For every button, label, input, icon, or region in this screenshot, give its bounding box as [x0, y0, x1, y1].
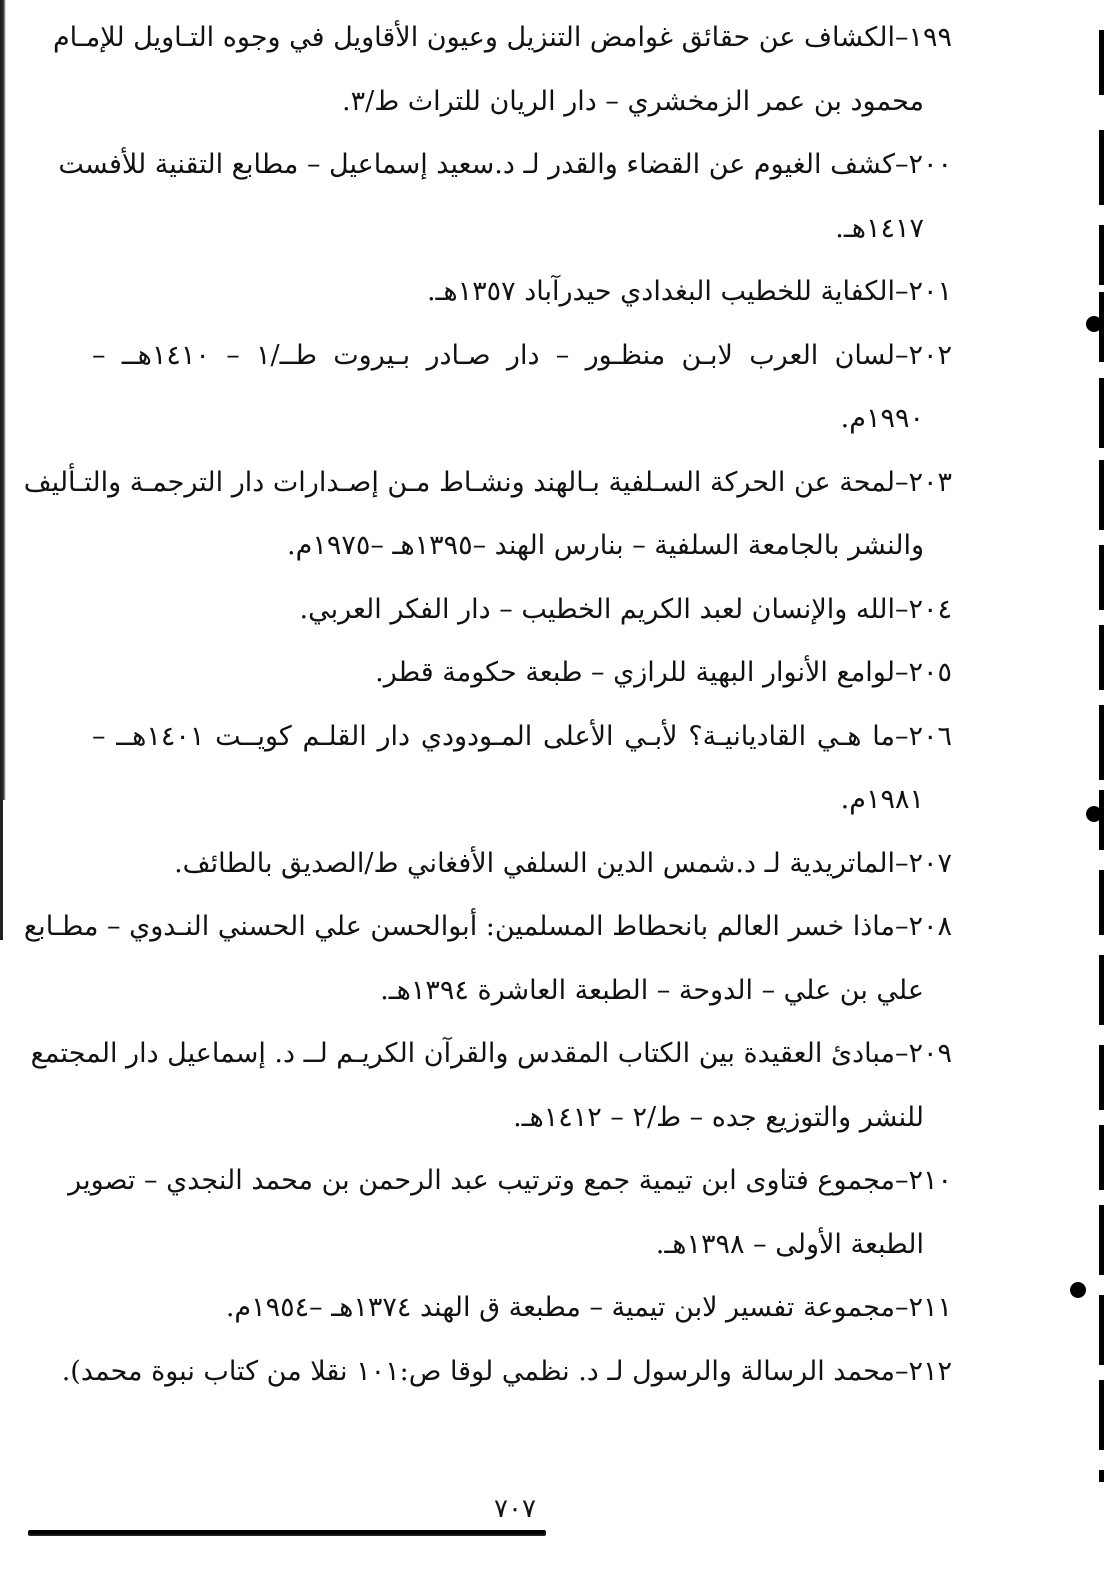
- reference-line: والنشر بالجامعة السلفية – بنارس الهند –١٣٩٥هـ –١٩٧٥م.: [287, 530, 924, 561]
- reference-line: ٢٠٣–لمحة عن الحركة السـلفية بـالهند ونشـاط مـن إصـدارات دار الترجمـة والتـأليف: [23, 466, 952, 498]
- margin-rule: [1099, 955, 1104, 1025]
- binding-edge: [0, 0, 6, 800]
- binding-edge-lower: [0, 800, 3, 940]
- reference-line: ١٩٨١م.: [840, 784, 924, 815]
- margin-dot: [1086, 316, 1102, 332]
- reference-line: ١٩٩–الكشاف عن حقائق غوامض التنزيل وعيون الأقاويل في وجوه التـاويل للإمـام: [52, 22, 952, 53]
- margin-rule: [1099, 625, 1104, 690]
- margin-rule: [1099, 225, 1104, 285]
- reference-line: ٢٠٥–لوامع الأنوار البهية للرازي – طبعة حكومة قطر.: [375, 657, 952, 688]
- reference-line: علي بن علي – الدوحة – الطبعة العاشرة ١٣٩٤هـ.: [380, 974, 924, 1006]
- reference-line: ٢٠١–الكفاية للخطيب البغدادي حيدرآباد ١٣٥٧هـ.: [426, 276, 952, 307]
- margin-marks: [1072, 0, 1112, 1585]
- reference-line: ١٩٩٠م.: [840, 403, 924, 434]
- reference-line: ٢٠٨–ماذا خسر العالم بانحطاط المسلمين: أبوالحسن علي الحسني النـدوي – مطـابع: [23, 911, 952, 942]
- reference-line: للنشر والتوزيع جده – ط/٢ – ١٤١٢هـ.: [513, 1101, 924, 1133]
- margin-rule: [1099, 130, 1104, 205]
- reference-line: ٢٠٢–لسان العرب لابـن منظـور – دار صـادر بـيروت طــ/١ – ١٤١٠هــ –: [92, 339, 952, 371]
- margin-rule: [1099, 1125, 1104, 1190]
- reference-line: ٢٠٧–الماتريدية لـ د.شمس الدين السلفي الأفغاني ط/الصديق بالطائف.: [174, 847, 952, 879]
- margin-rule: [1099, 790, 1104, 850]
- references-list: [23, 6, 952, 1403]
- reference-line: ٢١٢–محمد الرسالة والرسول لـ د. نظمي لوقا ص:١٠١ نقلا من كتاب نبوة محمد).: [61, 1355, 952, 1387]
- footer-rule: [28, 1530, 546, 1536]
- margin-rule: [1099, 1470, 1104, 1482]
- reference-line: ٢٠٠–كشف الغيوم عن القضاء والقدر لـ د.سعيد إسماعيل – مطابع التقنية للأفست: [58, 149, 952, 180]
- reference-line: ٢٠٩–مبادئ العقيدة بين الكتاب المقدس والقرآن الكريـم لــ د. إسماعيل دار المجتمع: [30, 1038, 952, 1069]
- page-number: ٧٠٧: [494, 1494, 536, 1524]
- margin-rule: [1099, 378, 1104, 448]
- reference-line: ١٤١٧هـ.: [835, 212, 924, 244]
- margin-rule: [1099, 1295, 1104, 1365]
- margin-rule: [1099, 1045, 1104, 1110]
- margin-rule: [1099, 870, 1104, 935]
- reference-line: ٢٠٤–الله والإنسان لعبد الكريم الخطيب – دار الفكر العربي.: [299, 593, 952, 625]
- margin-rule: [1099, 1205, 1104, 1275]
- margin-dot: [1070, 1282, 1086, 1298]
- margin-rule: [1099, 30, 1104, 95]
- margin-rule: [1099, 460, 1104, 530]
- reference-line: ٢١١–مجموعة تفسير لابن تيمية – مطبعة ق الهند ١٣٧٤هـ –١٩٥٤م.: [225, 1292, 952, 1323]
- reference-line: ٢١٠–مجموع فتاوى ابن تيمية جمع وترتيب عبد الرحمن بن محمد النجدي – تصوير: [68, 1165, 952, 1196]
- reference-line: محمود بن عمر الزمخشري – دار الريان للتراث ط/٣.: [341, 85, 924, 117]
- margin-rule: [1099, 1380, 1104, 1450]
- margin-dot: [1086, 806, 1102, 822]
- reference-line: ٢٠٦–ما هـي القاديانيـة؟ لأبـي الأعلى المـودودي دار القلـم كويــت ١٤٠١هــ –: [92, 720, 952, 752]
- margin-rule: [1099, 545, 1104, 610]
- margin-rule: [1099, 705, 1104, 780]
- reference-line: الطبعة الأولى – ١٣٩٨هـ.: [655, 1228, 924, 1260]
